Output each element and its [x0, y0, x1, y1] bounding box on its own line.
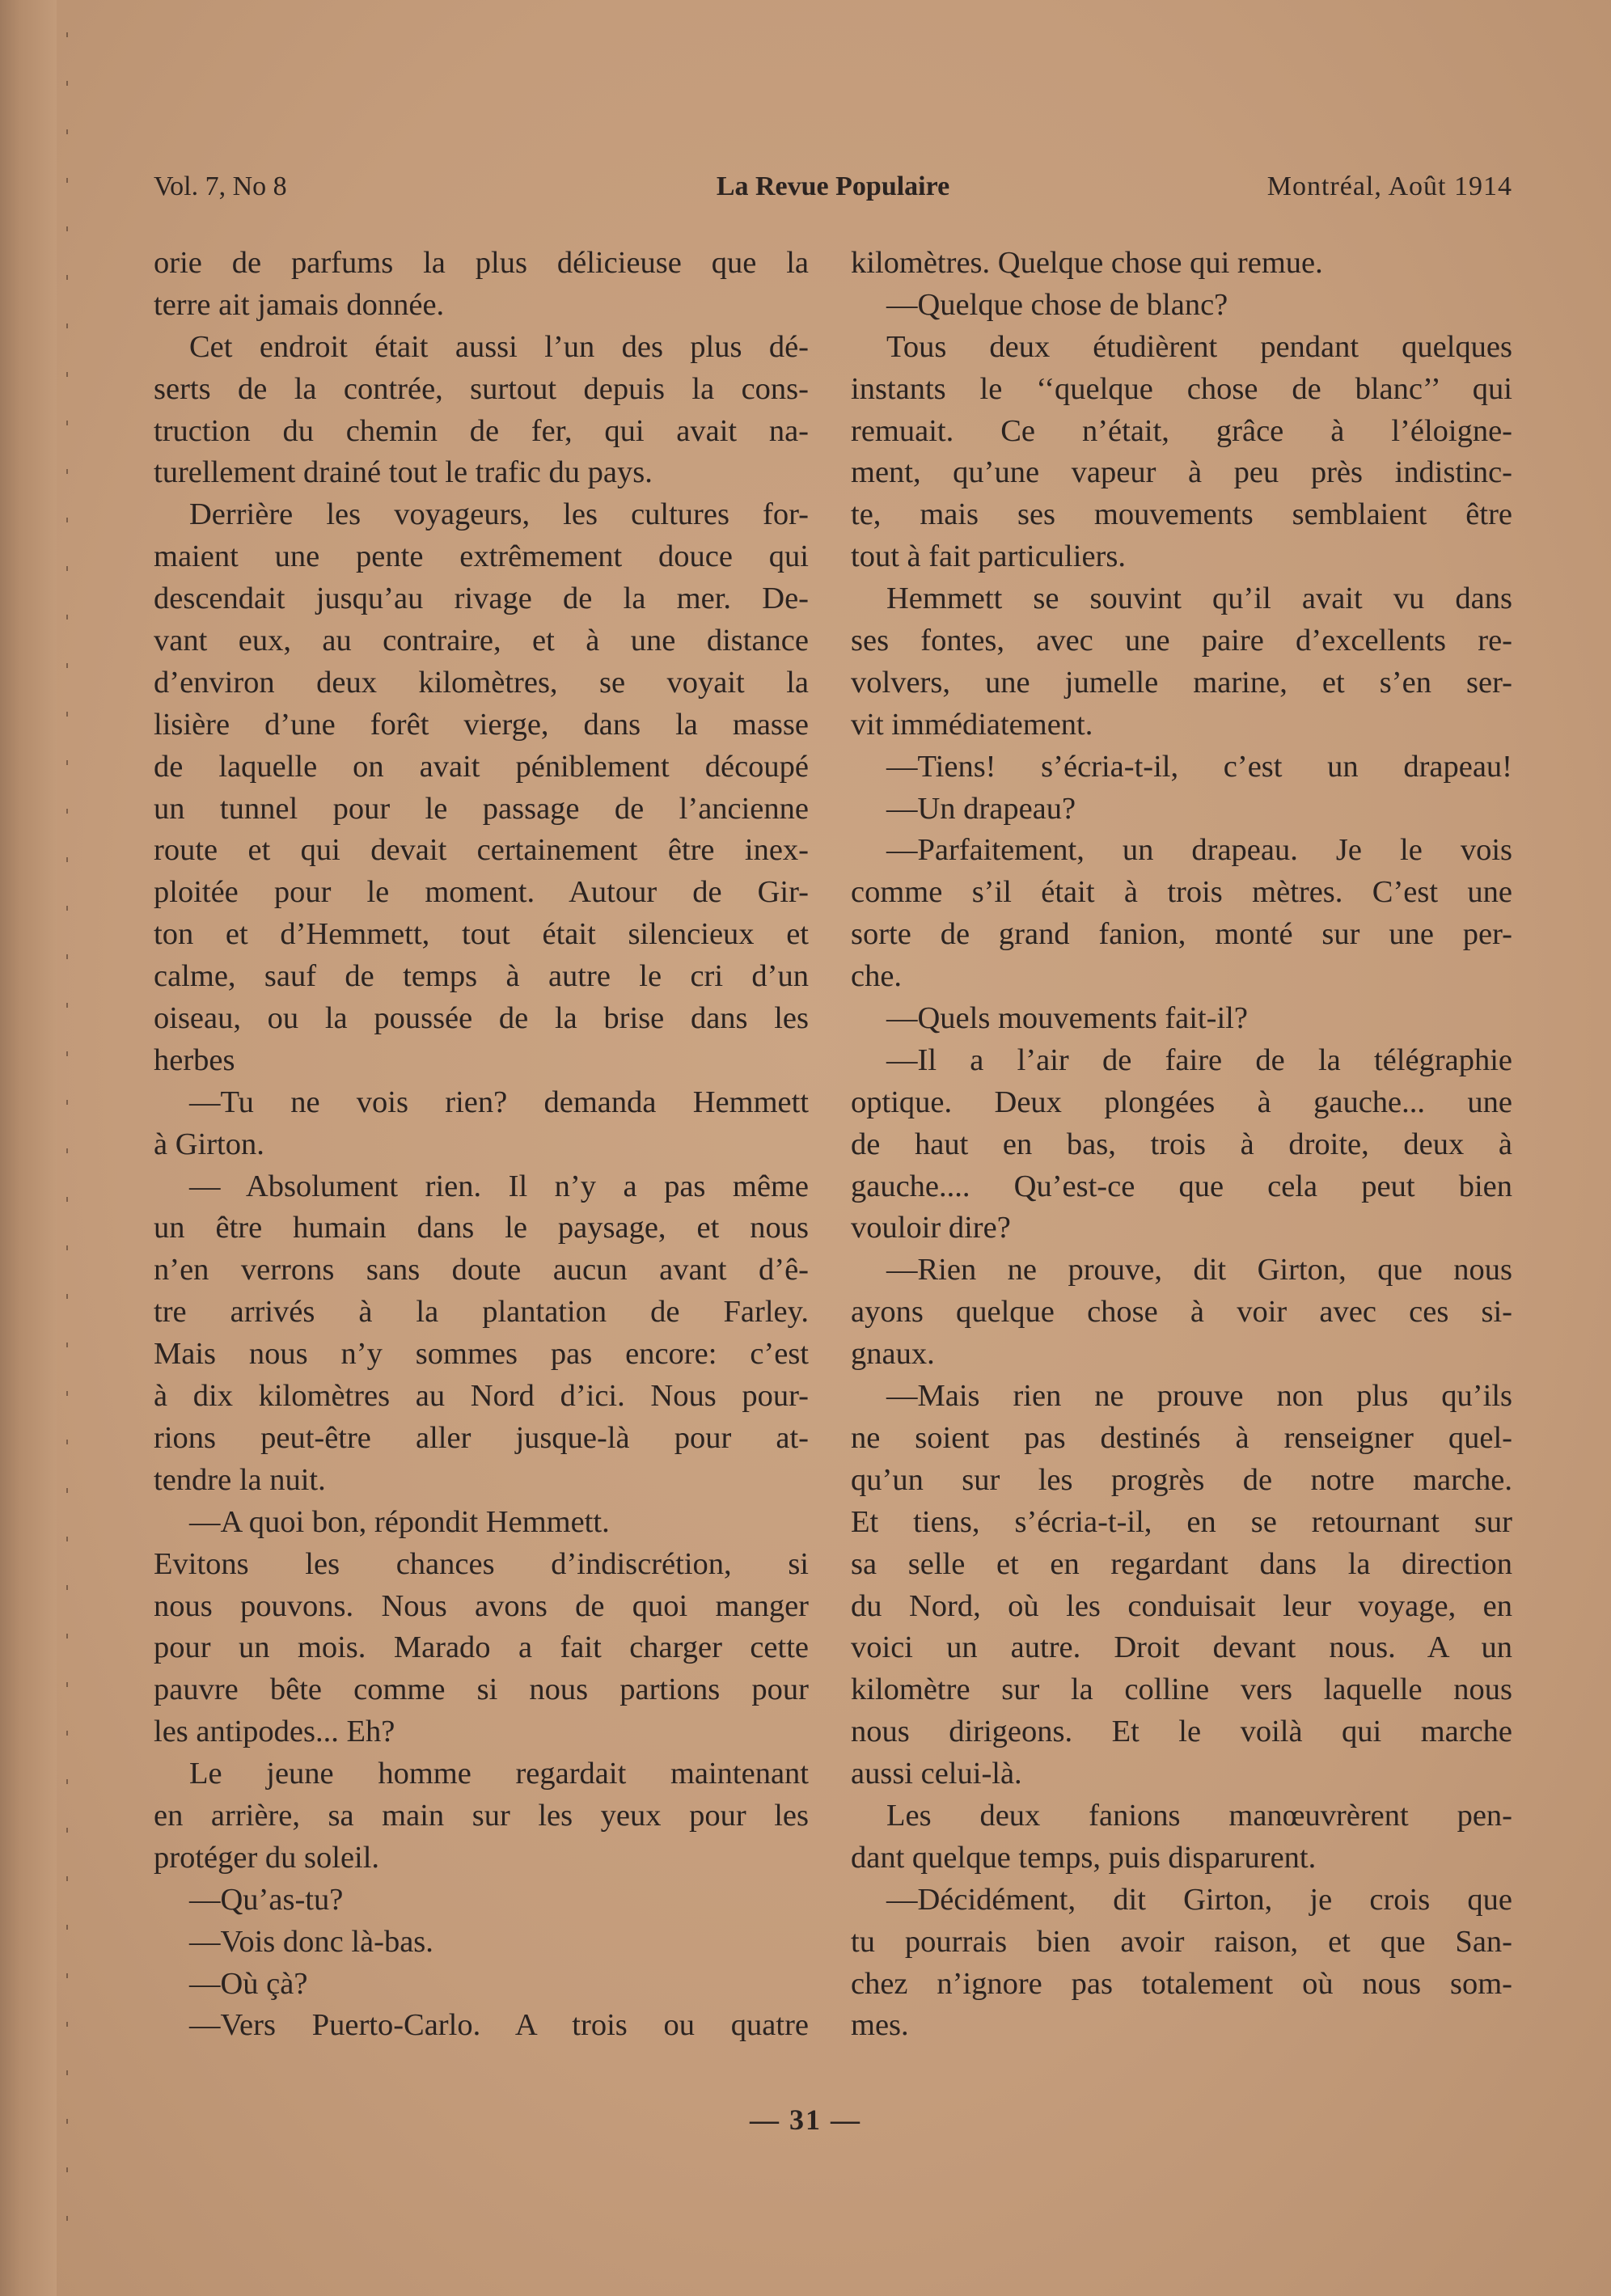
text-line: rions peut-être aller jusque-là pour at- [154, 1420, 809, 1455]
text-line: terre ait jamais donnée. [154, 287, 445, 322]
text-line: pauvre bête comme si nous partions pour [154, 1672, 809, 1707]
text-line: ses fontes, avec une paire d’excellents re- [851, 624, 1512, 658]
binding-edge [0, 0, 57, 2296]
text-line: instants le ‘‘quelque chose de blanc’’ qui [851, 371, 1512, 406]
text-line: nous dirigeons. Et le voilà qui marche [851, 1715, 1512, 1749]
text-line: kilomètres. Quelque chose qui remue. [851, 246, 1323, 280]
text-line: route et qui devait certainement être inex- [154, 833, 809, 868]
text-line: Le jeune homme regardait maintenant [189, 1757, 809, 1791]
text-line: —Où çà? [189, 1966, 308, 2001]
text-line: — Absolument rien. Il n’y a pas même [189, 1169, 809, 1203]
text-line: —Parfaitement, un drapeau. Je le vois [886, 833, 1512, 868]
text-line: —Qu’as-tu? [189, 1882, 344, 1917]
text-line: vit immédiatement. [851, 707, 1093, 742]
text-line: —A quoi bon, répondit Hemmett. [189, 1504, 610, 1539]
text-line: te, mais ses mouvements semblaient être [851, 497, 1512, 532]
text-line: serts de la contrée, surtout depuis la cons- [154, 371, 809, 406]
text-line: —Quels mouvements fait-il? [886, 1001, 1248, 1036]
text-line: ploitée pour le moment. Autour de Gir- [154, 875, 809, 910]
text-line: protéger du soleil. [154, 1840, 380, 1875]
journal-title: La Revue Populaire [716, 171, 950, 201]
text-line: à dix kilomètres au Nord d’ici. Nous pour- [154, 1379, 809, 1414]
text-line: calme, sauf de temps à autre le cri d’un [154, 959, 809, 994]
text-line: voici un autre. Droit devant nous. A un [851, 1630, 1512, 1665]
text-line: orie de parfums la plus délicieuse que la [154, 246, 809, 280]
text-line: tu pourrais bien avoir raison, et que San- [851, 1924, 1512, 1959]
text-column-left [154, 243, 809, 2047]
running-header [154, 171, 1512, 212]
text-line: tout à fait particuliers. [851, 539, 1126, 574]
place-date: Montréal, Août 1914 [1266, 171, 1512, 201]
text-line: Derrière les voyageurs, les cultures for- [189, 497, 809, 532]
text-line: sa selle et en regardant dans la direction [851, 1546, 1512, 1581]
text-line: —Décidément, dit Girton, je crois que [886, 1882, 1512, 1917]
text-line: un tunnel pour le passage de l’ancienne [154, 791, 809, 826]
text-line: sorte de grand fanion, monté sur une per- [851, 917, 1512, 952]
text-line: kilomètre sur la colline vers laquelle nous [851, 1672, 1512, 1707]
text-line: n’en verrons sans doute aucun avant d’ê- [154, 1253, 809, 1288]
text-line: herbes [154, 1042, 235, 1077]
text-line: Les deux fanions manœuvrèrent pen- [886, 1798, 1512, 1833]
text-line: nous pouvons. Nous avons de quoi manger [154, 1588, 809, 1623]
text-line: —Quelque chose de blanc? [886, 287, 1228, 322]
volume-number: Vol. 7, No 8 [154, 171, 287, 201]
text-line: Hemmett se souvint qu’il avait vu dans [886, 581, 1512, 616]
text-column-right [851, 243, 1512, 2047]
text-line: —Vers Puerto-Carlo. A trois ou quatre [189, 2008, 809, 2043]
text-line: truction du chemin de fer, qui avait na- [154, 413, 809, 448]
text-line: vouloir dire? [851, 1211, 1011, 1245]
text-line: comme s’il était à trois mètres. C’est une [851, 875, 1512, 910]
text-line: Evitons les chances d’indiscrétion, si [154, 1546, 809, 1581]
text-line: un être humain dans le paysage, et nous [154, 1211, 809, 1245]
text-line: volvers, une jumelle marine, et s’en ser- [851, 665, 1512, 700]
text-line: tendre la nuit. [154, 1462, 326, 1497]
text-line: optique. Deux plongées à gauche... une [851, 1085, 1512, 1119]
text-line: —Vois donc là-bas. [189, 1924, 433, 1959]
text-line: turellement drainé tout le trafic du pays. [154, 455, 653, 490]
text-line: oiseau, ou la poussée de la brise dans les [154, 1001, 809, 1036]
text-line: ne soient pas destinés à renseigner quel- [851, 1420, 1512, 1455]
text-line: ayons quelque chose à voir avec ces si- [851, 1295, 1512, 1330]
text-line: gauche.... Qu’est-ce que cela peut bien [851, 1169, 1512, 1203]
text-line: les antipodes... Eh? [154, 1715, 395, 1749]
page-number: — 31 — [750, 2104, 861, 2136]
text-line: remuait. Ce n’était, grâce à l’éloigne- [851, 413, 1512, 448]
text-line: pour un mois. Marado a fait charger cette [154, 1630, 809, 1665]
text-line: d’environ deux kilomètres, se voyait la [154, 665, 809, 700]
text-line: qu’un sur les progrès de notre marche. [851, 1462, 1512, 1497]
text-line: —Il a l’air de faire de la télégraphie [886, 1042, 1512, 1077]
text-line: —Un drapeau? [886, 791, 1076, 826]
text-line: Tous deux étudièrent pendant quelques [886, 329, 1512, 364]
text-line: —Tiens! s’écria-t-il, c’est un drapeau! [886, 749, 1512, 784]
text-line: maient une pente extrêmement douce qui [154, 539, 809, 574]
text-line: mes. [851, 2008, 909, 2043]
text-line: dant quelque temps, puis disparurent. [851, 1840, 1317, 1875]
text-line: ton et d’Hemmett, tout était silencieux et [154, 917, 809, 952]
text-line: aussi celui-là. [851, 1757, 1022, 1791]
text-line: de laquelle on avait péniblement découpé [154, 749, 809, 784]
text-line: à Girton. [154, 1127, 264, 1161]
text-line: —Tu ne vois rien? demanda Hemmett [189, 1085, 809, 1119]
text-line: gnaux. [851, 1337, 935, 1372]
text-line: —Mais rien ne prouve non plus qu’ils [886, 1379, 1512, 1414]
text-line: lisière d’une forêt vierge, dans la masse [154, 707, 809, 742]
text-line: chez n’ignore pas totalement où nous som- [851, 1966, 1512, 2001]
text-line: de haut en bas, trois à droite, deux à [851, 1127, 1512, 1161]
text-line: tre arrivés à la plantation de Farley. [154, 1295, 809, 1330]
text-line: descendait jusqu’au rivage de la mer. De- [154, 581, 809, 616]
text-line: Et tiens, s’écria-t-il, en se retournant sur [851, 1504, 1512, 1539]
text-line: en arrière, sa main sur les yeux pour les [154, 1798, 809, 1833]
text-line: che. [851, 959, 903, 994]
text-line: Mais nous n’y sommes pas encore: c’est [154, 1337, 809, 1372]
text-line: —Rien ne prouve, dit Girton, que nous [886, 1253, 1512, 1288]
text-line: vant eux, au contraire, et à une distance [154, 624, 809, 658]
text-line: Cet endroit était aussi l’un des plus dé- [189, 329, 809, 364]
text-line: du Nord, où les conduisait leur voyage, en [851, 1588, 1512, 1623]
text-line: ment, qu’une vapeur à peu près indistinc- [851, 455, 1512, 490]
